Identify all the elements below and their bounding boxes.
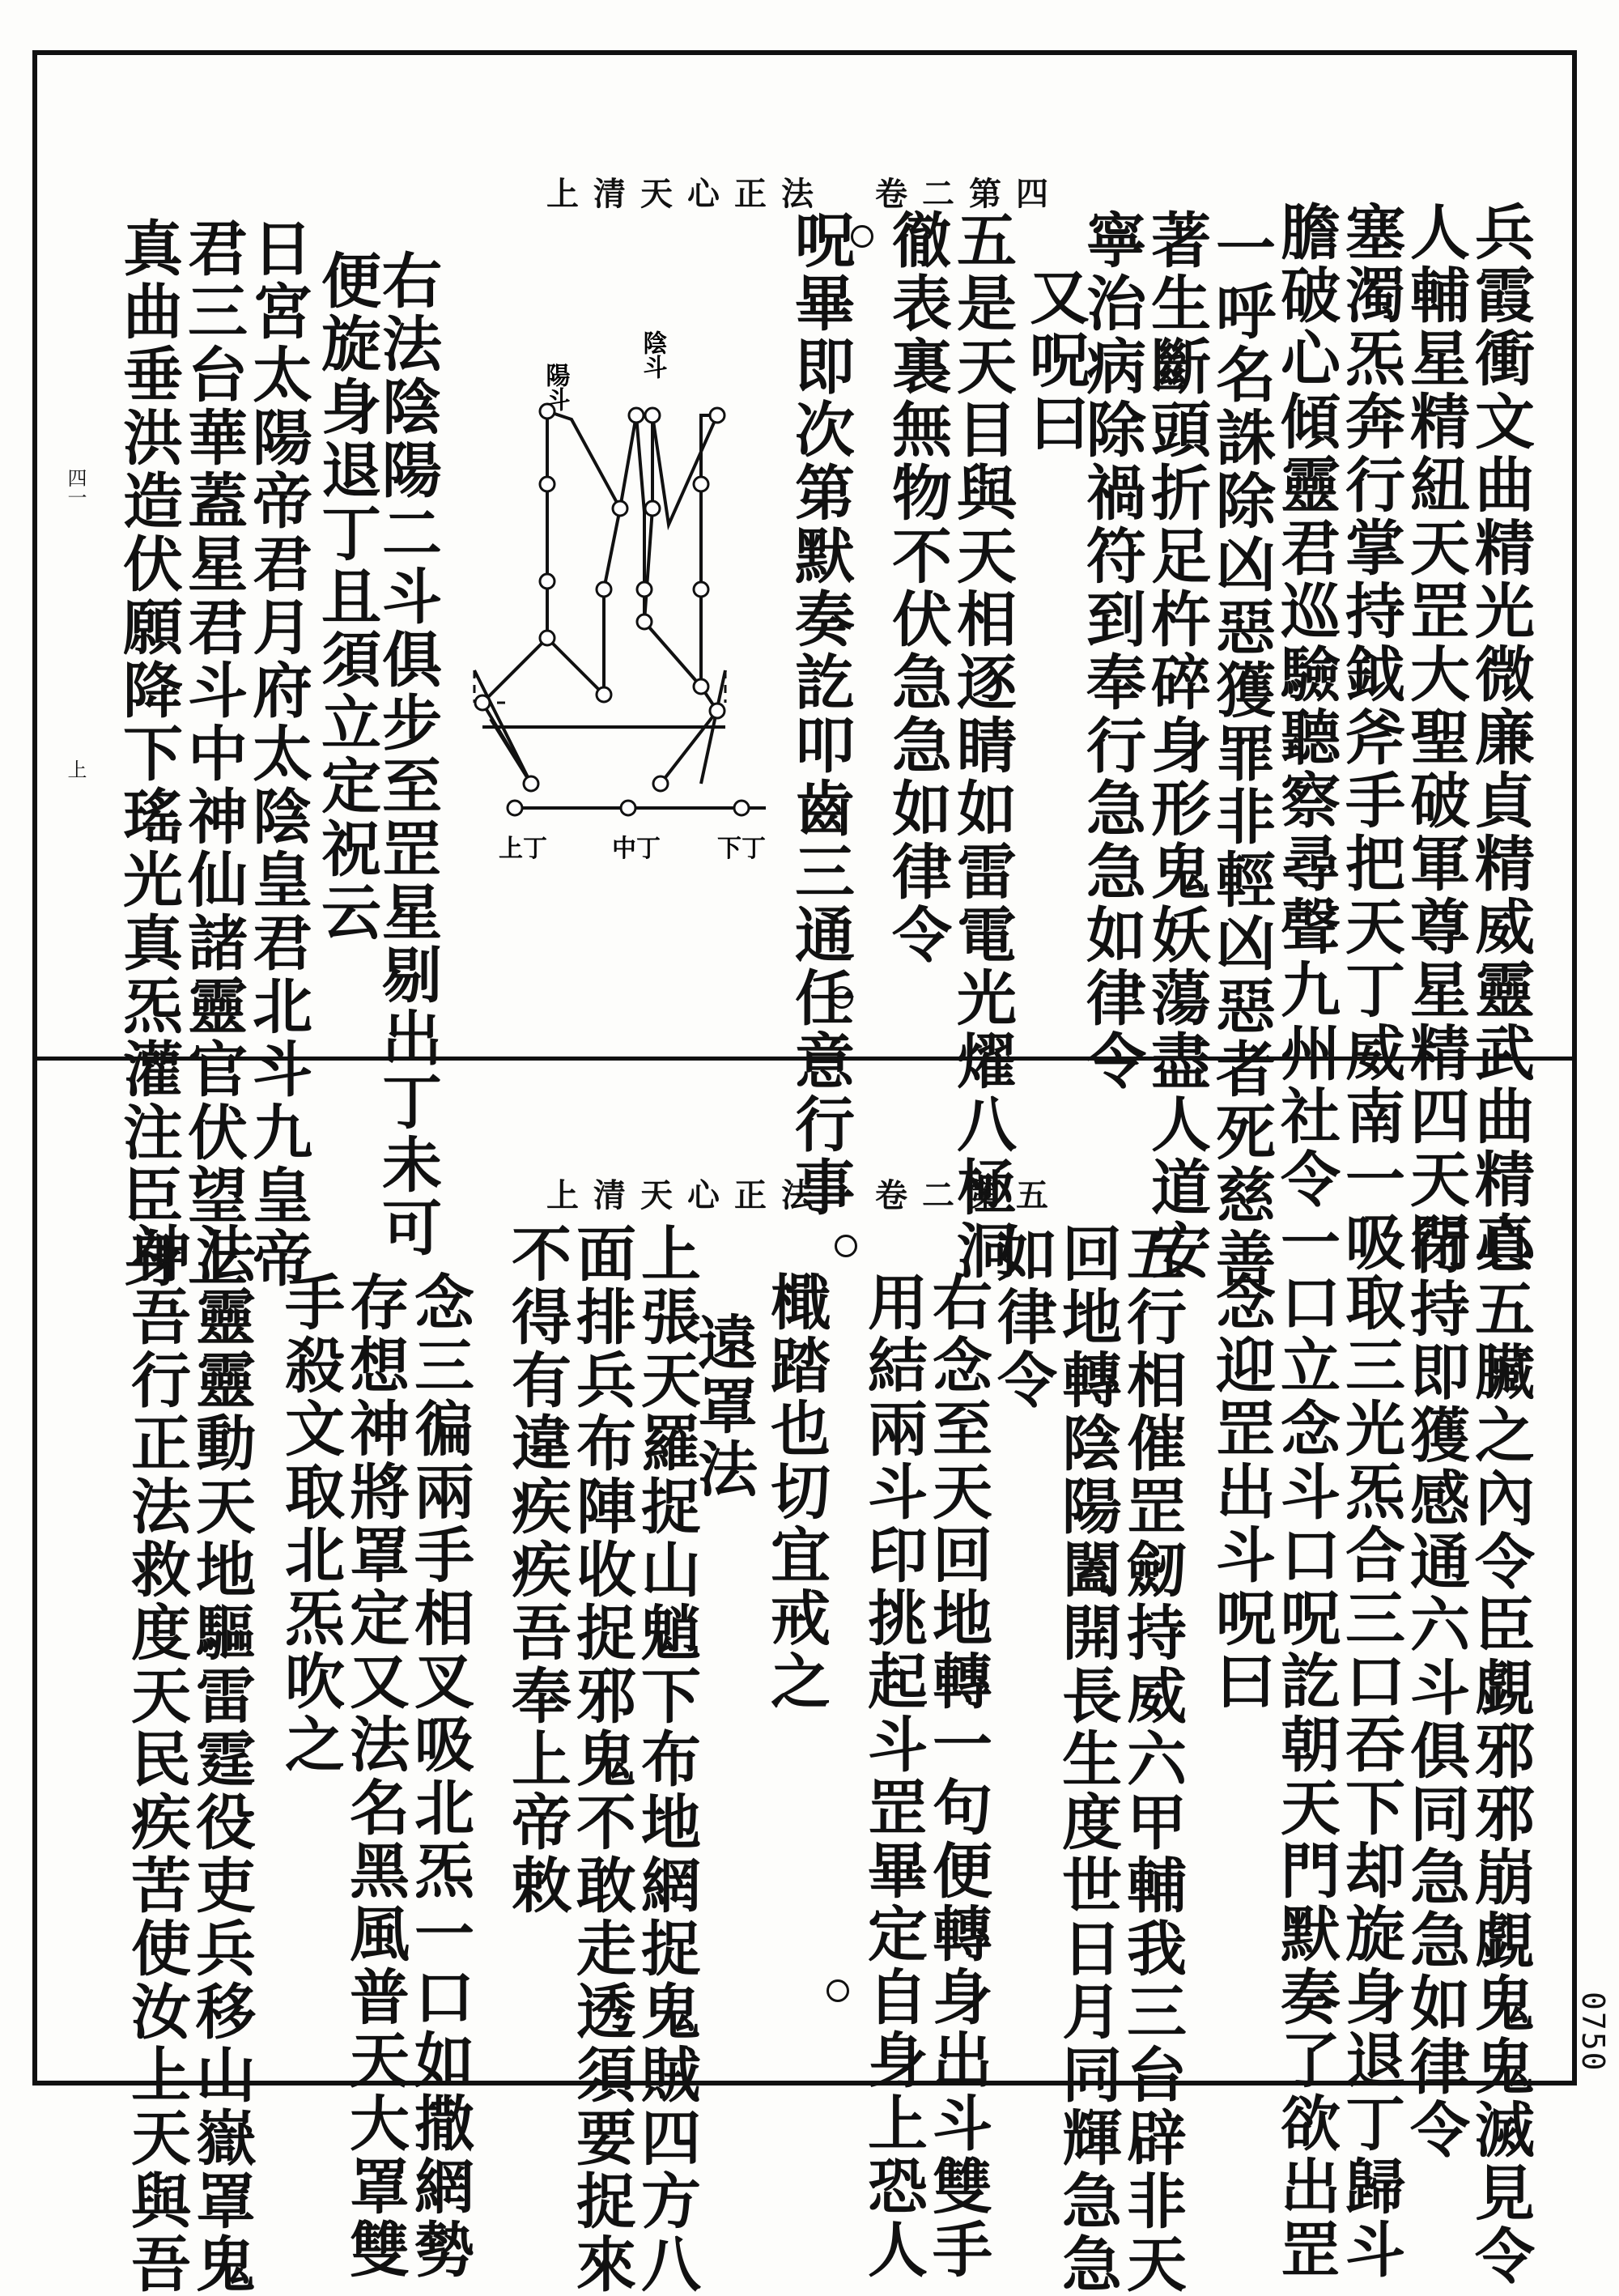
- page-number: 0750: [1575, 1992, 1611, 2073]
- circle-mark: [826, 1979, 849, 2002]
- bottom-col-5: 念迎罡出斗呪曰: [1206, 1271, 1276, 1713]
- top-col-14: 日宮太陽帝君月府太陰皇君北斗九皇帝: [243, 217, 312, 1290]
- top-col-3: 塞濁炁奔行掌持鉞斧手把天丁威南一吸: [1336, 201, 1405, 1274]
- top-col-16: 真曲垂洪造伏願降下瑤光真炁灌注臣身: [113, 217, 183, 1290]
- bottom-col-12: 遠罩法: [688, 1312, 758, 1501]
- top-col-6: 著生斷頭折足杵碎身形鬼妖蕩盡人道安: [1141, 209, 1211, 1282]
- top-col-9: 五是天目與天相逐睛如雷電光燿八極洞: [947, 209, 1017, 1282]
- bottom-col-1: 心五臟之內令臣覷邪邪崩覷鬼鬼滅見令: [1465, 1214, 1535, 2288]
- bottom-col-19: 法靈靈動天地驅雷霆役吏兵移山嶽罩鬼: [186, 1222, 256, 2296]
- bottom-col-17: 存想神將罩定又法名黑風普天大罩雙: [340, 1271, 410, 2281]
- circle-mark: [851, 225, 873, 248]
- stepping-diagram: [458, 217, 766, 970]
- top-col-7: 寧治病除禍符到奉行急急如律令: [1077, 209, 1146, 1093]
- top-col-10: 徹表裏無物不伏急急如律令: [882, 209, 952, 967]
- bottom-col-11: 檝踏也切宜戒之: [761, 1271, 831, 1713]
- label-lower-ding: 下丁: [717, 835, 766, 863]
- circle-mark: [835, 1235, 857, 1257]
- top-col-13: 便旋身退丁且須立定祝云: [312, 249, 381, 944]
- top-col-15: 君三台華蓋星君斗中神仙諸靈官伏望上: [178, 217, 248, 1290]
- bottom-col-16: 念三徧兩手相叉吸北炁一口如撒網勢: [405, 1271, 474, 2281]
- bottom-text-columns: [37, 1061, 1572, 2296]
- top-col-8: 又呪曰: [1020, 266, 1090, 455]
- bottom-col-15: 不得有違疾疾吾奉上帝敕: [502, 1222, 572, 1917]
- bottom-col-8: 如律令: [988, 1222, 1057, 1412]
- top-folio-marker: 四一: [64, 468, 87, 507]
- label-yin-dipper: 陰斗: [638, 330, 667, 379]
- top-col-11: 呪畢即次第默奏訖叩齒三通任意行事: [785, 209, 855, 1219]
- label-upper-ding: 上丁: [499, 835, 547, 863]
- bottom-col-20: 神吾行正法救度天民疾苦使汝上天與吾: [121, 1222, 191, 2296]
- bottom-col-2: 行持即獲感通六斗俱同急急如律令: [1400, 1214, 1470, 2162]
- bottom-col-13: 上張天羅捉山魈下布地網捉鬼賊四方八: [631, 1222, 701, 2296]
- bottom-col-7: 回地轉陰陽闔開長生度世日月同輝急急: [1052, 1222, 1122, 2296]
- top-col-5: 一呼名誅除凶惡獲罪非輕凶惡者死慈善: [1206, 217, 1276, 1290]
- bottom-col-18: 手殺文取北炁吹之: [275, 1271, 345, 1776]
- top-col-1: 兵霞衝文曲精光微廉貞精威靈武曲精真: [1465, 201, 1535, 1274]
- bottom-col-10: 用結兩斗印挑起斗罡畢定自身上恐人: [858, 1271, 928, 2281]
- label-yang-dipper: 陽斗: [541, 363, 570, 411]
- bottom-page-header: 上清天心正法 卷二第五: [546, 1176, 1063, 1214]
- bottom-col-4: 口立念斗口呪訖朝天門默奏了欲出罡: [1271, 1271, 1341, 2281]
- bottom-col-14: 面排兵布陣收捉邪鬼不敢走透須要捉來: [567, 1222, 636, 2296]
- bottom-col-9: 右念至天回地轉一句便轉身出斗雙手: [923, 1271, 992, 2281]
- top-folio-marker-2: 上: [64, 759, 87, 779]
- top-col-12: 右法陰陽二斗俱步至罡星剔出丁未可: [372, 249, 442, 1260]
- bottom-col-3: 取三光炁合三口吞下却旋身退丁歸斗: [1336, 1271, 1405, 2281]
- label-middle-ding: 中丁: [612, 835, 661, 863]
- top-col-2: 人輔星精紐天罡大聖破軍尊星精四天閉: [1400, 201, 1470, 1274]
- circle-mark: [831, 986, 853, 1009]
- bottom-col-6: 五行相催罡劒持威六甲輔我三台辟非天: [1117, 1222, 1187, 2296]
- top-col-4: 膽破心傾靈君巡驗聽察尋聲九州社令一: [1271, 201, 1341, 1274]
- top-page-header: 上清天心正法 卷二第四: [546, 175, 1063, 213]
- bottom-leaf: [37, 1061, 1572, 2296]
